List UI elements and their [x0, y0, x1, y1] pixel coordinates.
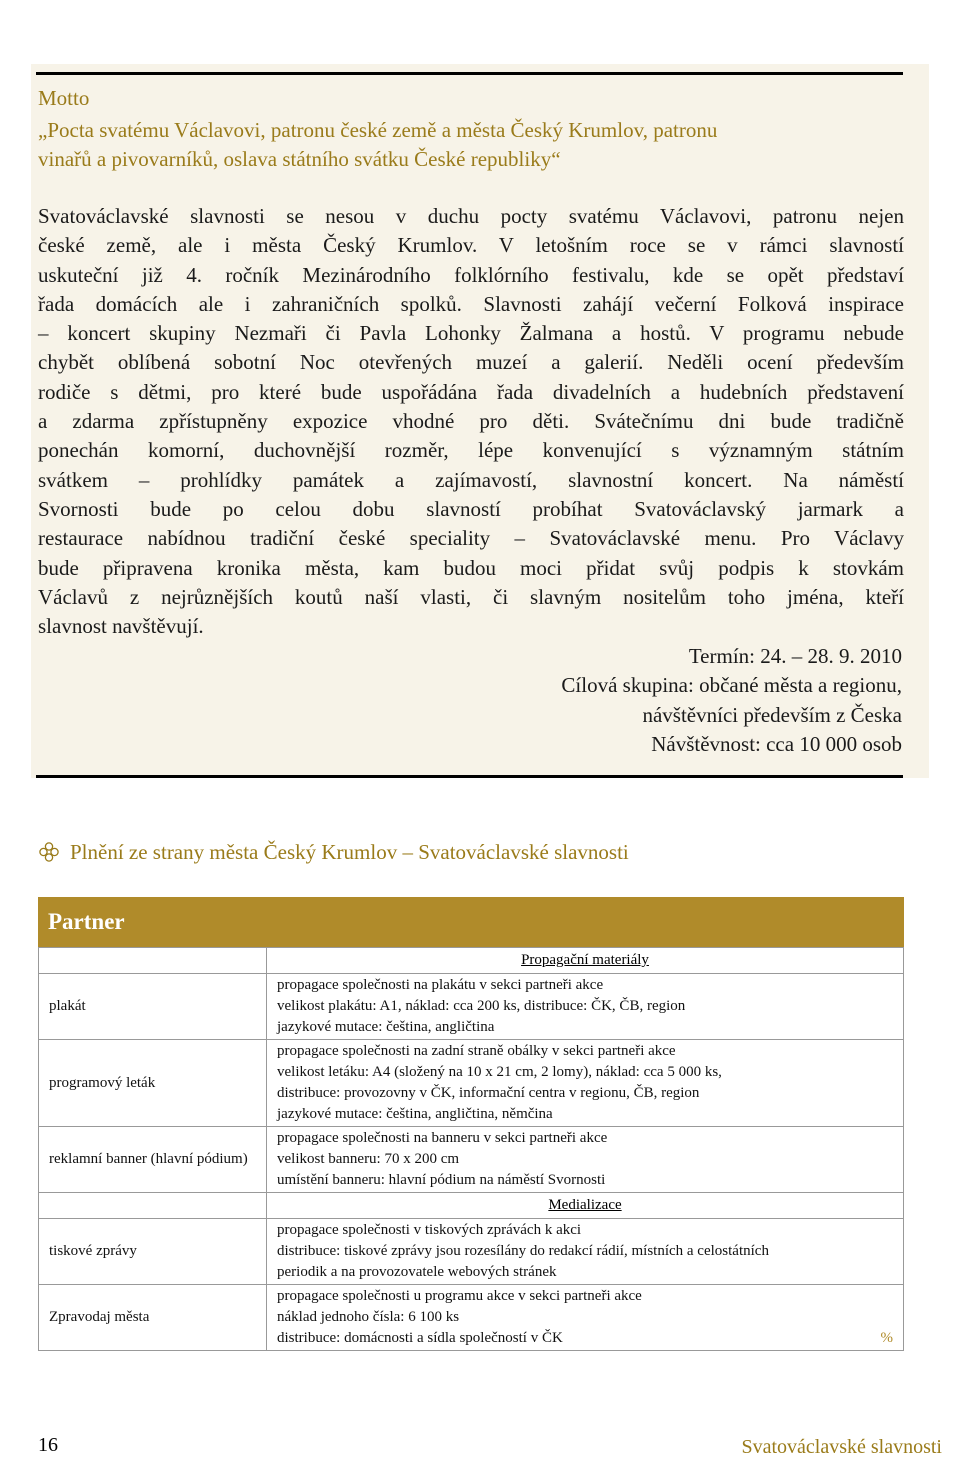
partner-table	[38, 897, 904, 1351]
description-line: propagace společnosti na plakátu v sekci partneři akce	[277, 977, 604, 993]
text-line: Svornosti bude po celou dobu slavností probíhat Svatováclavský jarmark a	[38, 496, 904, 521]
text-line: chybět oblíbená sobotní Noc otevřených muzeí a galerií. Neděli ocení především	[38, 350, 904, 375]
description-line: distribuce: provozovny v ČK, informační centra v regionu, ČB, region	[277, 1085, 700, 1101]
description-line: jazykové mutace: čeština, angličtina	[277, 1019, 495, 1035]
description-line: velikost banneru: 70 x 200 cm	[277, 1151, 460, 1167]
table-cell	[267, 948, 904, 974]
text-line: Svatováclavské slavnosti se nesou v duchu pocty svatému Václavovi, patronu nejen	[38, 204, 904, 228]
category-cell: plakát	[39, 974, 267, 1040]
flower-bullet-icon	[38, 841, 60, 863]
table-row	[39, 1127, 904, 1193]
text-line: Václavů z nejrůznějších koutů naší vlasti, či slavným nositelům toho jména, kteří	[38, 584, 904, 609]
motto-quote	[38, 116, 898, 174]
text-line: bude připravena kronika města, kam budou moci přidat svůj podpis k stovkám	[38, 555, 904, 580]
table-row	[39, 1219, 904, 1285]
description-line: velikost letáku: A4 (složený na 10 x 21 cm, 2 lomy), náklad: cca 5 000 ks,	[277, 1064, 722, 1080]
category-cell: reklamní banner (hlavní pódium)	[39, 1127, 267, 1193]
top-rule	[36, 72, 903, 75]
description-line: umístění banneru: hlavní pódium na náměstí Svornosti	[277, 1172, 606, 1188]
description-cell	[267, 1285, 904, 1351]
description-line	[277, 1328, 893, 1349]
table-row	[39, 1040, 904, 1127]
description-line: periodik a na provozovatele webových stránek	[277, 1264, 557, 1280]
motto-quote-line: „Pocta svatému Václavovi, patronu české země a města Český Krumlov, patronu	[38, 118, 718, 142]
description-line: propagace společnosti v tiskových zprávách k akci	[277, 1222, 582, 1238]
table-section-row	[39, 948, 904, 974]
category-cell: programový leták	[39, 1040, 267, 1127]
table-cell	[39, 1193, 267, 1219]
page-number: 16	[38, 1434, 58, 1456]
category-cell: tiskové zprávy	[39, 1219, 267, 1285]
attendance: Návštěvnost: cca 10 000 osob	[651, 731, 902, 756]
partner-header: Partner	[38, 897, 904, 947]
description-line: náklad jednoho čísla: 6 100 ks	[277, 1309, 460, 1325]
text-line: svátkem – prohlídky památek a zajímavostí, slavnostní koncert. Na náměstí	[38, 467, 904, 492]
text-line: české země, ale i města Český Krumlov. V letošním roce se v rámci slavností	[38, 233, 904, 258]
description-cell	[267, 1127, 904, 1193]
description-cell	[267, 1040, 904, 1127]
table-row	[39, 974, 904, 1040]
description-cell	[267, 1219, 904, 1285]
description-line: propagace společnosti na banneru v sekci partneři akce	[277, 1130, 608, 1146]
table-row	[39, 1285, 904, 1351]
description-cell	[267, 974, 904, 1040]
category-cell: Zpravodaj města	[39, 1285, 267, 1351]
percent-mark: %	[880, 1330, 893, 1346]
section-label-promo: Propagační materiály	[521, 952, 649, 968]
description-line-text: distribuce: domácnosti a sídla společností v ČK	[277, 1330, 563, 1346]
event-term: Termín: 24. – 28. 9. 2010	[688, 644, 902, 668]
description-line: propagace společnosti u programu akce v sekci partneři akce	[277, 1288, 642, 1304]
section-heading	[38, 840, 629, 865]
table-section-row	[39, 1193, 904, 1219]
text-line: – koncert skupiny Nezmaři či Pavla Lohonky Žalmana a hostů. V programu nebude	[38, 321, 904, 346]
table-cell	[267, 1193, 904, 1219]
description-line: velikost plakátu: A1, náklad: cca 200 ks, distribuce: ČK, ČB, region	[277, 998, 686, 1014]
motto-quote-line: vinařů a pivovarníků, oslava státního svátku České republiky“	[38, 147, 561, 171]
text-line: ponechán komorní, duchovnější rozměr, lépe konvenující s významným státním	[38, 438, 904, 463]
motto-label: Motto	[38, 86, 90, 110]
text-line: a zdarma zpřístupněny expozice vhodné pro děti. Svátečnímu dni bude tradičně	[38, 409, 904, 434]
table-cell	[39, 948, 267, 974]
text-line: uskuteční již 4. ročník Mezinárodního folklórního festivalu, kde se opět představí	[38, 262, 904, 287]
target-group: Cílová skupina: občané města a regionu,	[561, 673, 902, 698]
event-description	[38, 202, 904, 641]
footer-title: Svatováclavské slavnosti	[741, 1436, 942, 1458]
description-line: propagace společnosti na zadní straně obálky v sekci partneři akce	[277, 1043, 676, 1059]
description-line: jazykové mutace: čeština, angličtina, němčina	[277, 1106, 553, 1122]
text-line: restaurace nabídnou tradiční české speciality – Svatováclavské menu. Pro Václavy	[38, 526, 904, 551]
target-group-continued: návštěvníci především z Česka	[642, 702, 902, 727]
benefits-table	[38, 947, 904, 1351]
text-line: rodiče s dětmi, pro které bude uspořádána řada divadelních a hudebních představení	[38, 379, 904, 404]
bottom-rule	[36, 775, 903, 778]
event-facts	[561, 642, 902, 759]
text-line: řada domácích ale i zahraničních spolků. Slavnosti zahájí večerní Folková inspirace	[38, 291, 904, 316]
text-line: slavnost navštěvují.	[38, 614, 204, 639]
description-line: distribuce: tiskové zprávy jsou rozesílány do redakcí rádií, místních a celostátních	[277, 1243, 769, 1259]
section-heading-text: Plnění ze strany města Český Krumlov – Svatováclavské slavnosti	[70, 840, 629, 864]
section-label-media: Medializace	[548, 1197, 622, 1213]
